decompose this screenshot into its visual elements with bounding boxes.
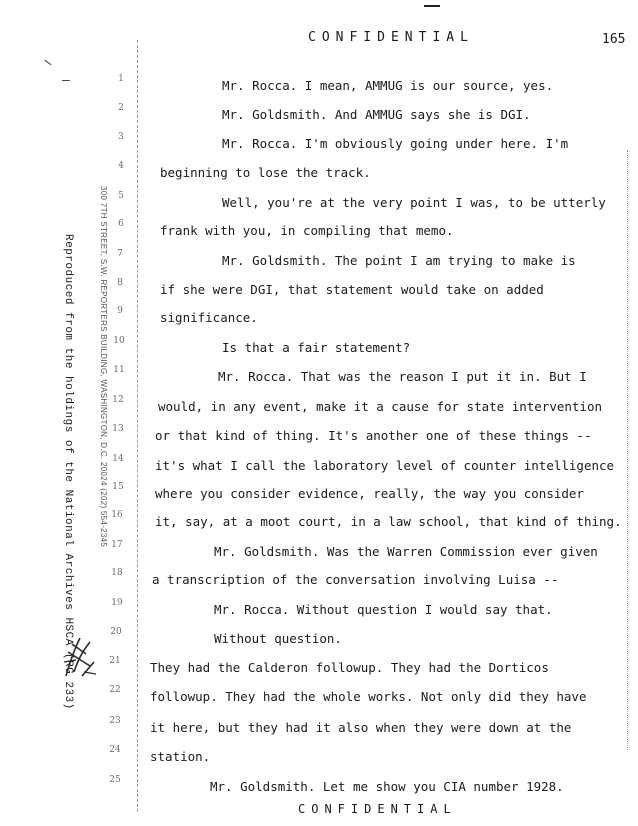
transcript-line: Mr. Rocca. I'm obviously going under here. I'm bbox=[222, 136, 569, 151]
page-number: 165 bbox=[602, 32, 626, 47]
transcript-line: if she were DGI, that statement would take on added bbox=[160, 282, 544, 297]
top-edge-mark bbox=[424, 0, 440, 7]
line-number: 8 bbox=[117, 278, 123, 288]
transcript-line: followup. They had the whole works. Not only did they have bbox=[150, 689, 587, 704]
transcript-line: Mr. Rocca. That was the reason I put it in. But I bbox=[218, 369, 587, 384]
margin-tick-mark bbox=[62, 80, 70, 81]
right-margin-rule bbox=[627, 150, 628, 750]
left-margin-rule bbox=[137, 40, 138, 812]
transcript-line: or that kind of thing. It's another one of these things -- bbox=[155, 428, 592, 443]
line-number: 24 bbox=[109, 745, 121, 755]
transcript-line: it, say, at a moot court, in a law school, that kind of thing. bbox=[155, 514, 622, 529]
line-number: 23 bbox=[109, 716, 121, 726]
line-number: 11 bbox=[113, 365, 125, 375]
line-number: 5 bbox=[118, 191, 124, 201]
page-header: CONFIDENTIAL bbox=[308, 30, 474, 45]
line-number: 18 bbox=[111, 568, 123, 578]
line-number: 7 bbox=[117, 249, 123, 259]
line-number: 6 bbox=[118, 219, 124, 229]
line-number: 19 bbox=[111, 598, 123, 608]
transcript-line: where you consider evidence, really, the way you consider bbox=[155, 486, 584, 501]
transcript-line: Mr. Goldsmith. Let me show you CIA number 1928. bbox=[210, 779, 564, 794]
line-number: 9 bbox=[117, 306, 123, 316]
transcript-line: it's what I call the laboratory level of counter intelligence bbox=[155, 458, 615, 473]
line-number: 17 bbox=[111, 540, 123, 550]
line-number: 25 bbox=[109, 775, 121, 785]
line-number: 2 bbox=[118, 103, 124, 113]
line-number: 21 bbox=[109, 656, 121, 666]
transcript-line: Mr. Goldsmith. Was the Warren Commission ever given bbox=[214, 544, 598, 559]
transcript-line: beginning to lose the track. bbox=[160, 165, 371, 180]
line-number: 16 bbox=[111, 510, 123, 520]
line-number: 15 bbox=[112, 482, 124, 492]
line-number: 1 bbox=[118, 74, 124, 84]
line-number: 13 bbox=[112, 424, 124, 434]
page-footer: CONFIDENTIAL bbox=[298, 802, 457, 816]
transcript-line: significance. bbox=[160, 310, 258, 325]
transcript-line: it here, but they had it also when they were down at the bbox=[150, 720, 572, 735]
transcript-line: Well, you're at the very point I was, to be utterly bbox=[222, 195, 606, 210]
transcript-line: Mr. Rocca. Without question I would say that. bbox=[214, 602, 553, 617]
transcript-line: Mr. Goldsmith. And AMMUG says she is DGI. bbox=[222, 107, 531, 122]
transcript-line: Without question. bbox=[214, 631, 342, 646]
margin-tick-mark bbox=[44, 60, 51, 65]
reproduction-notice: Reproduced from the holdings of the National Archives HSCA (RG 233) bbox=[62, 234, 74, 710]
line-number: 12 bbox=[112, 395, 124, 405]
transcript-line: a transcription of the conversation involving Luisa -- bbox=[152, 572, 559, 587]
transcript-line: station. bbox=[150, 749, 211, 764]
line-number: 22 bbox=[109, 685, 121, 695]
line-number: 10 bbox=[113, 336, 125, 346]
transcript-line: They had the Calderon followup. They had the Dorticos bbox=[150, 660, 549, 675]
line-number: 4 bbox=[118, 161, 124, 171]
handwritten-stamp-mark bbox=[60, 632, 100, 682]
line-number: 3 bbox=[118, 132, 124, 142]
printer-imprint: 300 7TH STREET, S.W. REPORTERS BUILDING, WASHINGTON, D.C. 20024 (202) 554-2345 bbox=[99, 186, 108, 548]
line-number: 14 bbox=[112, 454, 124, 464]
line-number: 20 bbox=[110, 627, 122, 637]
transcript-line: Mr. Rocca. I mean, AMMUG is our source, yes. bbox=[222, 78, 554, 93]
transcript-line: Is that a fair statement? bbox=[222, 340, 411, 355]
transcript-line: would, in any event, make it a cause for state intervention bbox=[158, 399, 603, 414]
transcript-line: frank with you, in compiling that memo. bbox=[160, 223, 454, 238]
transcript-line: Mr. Goldsmith. The point I am trying to make is bbox=[222, 253, 576, 268]
